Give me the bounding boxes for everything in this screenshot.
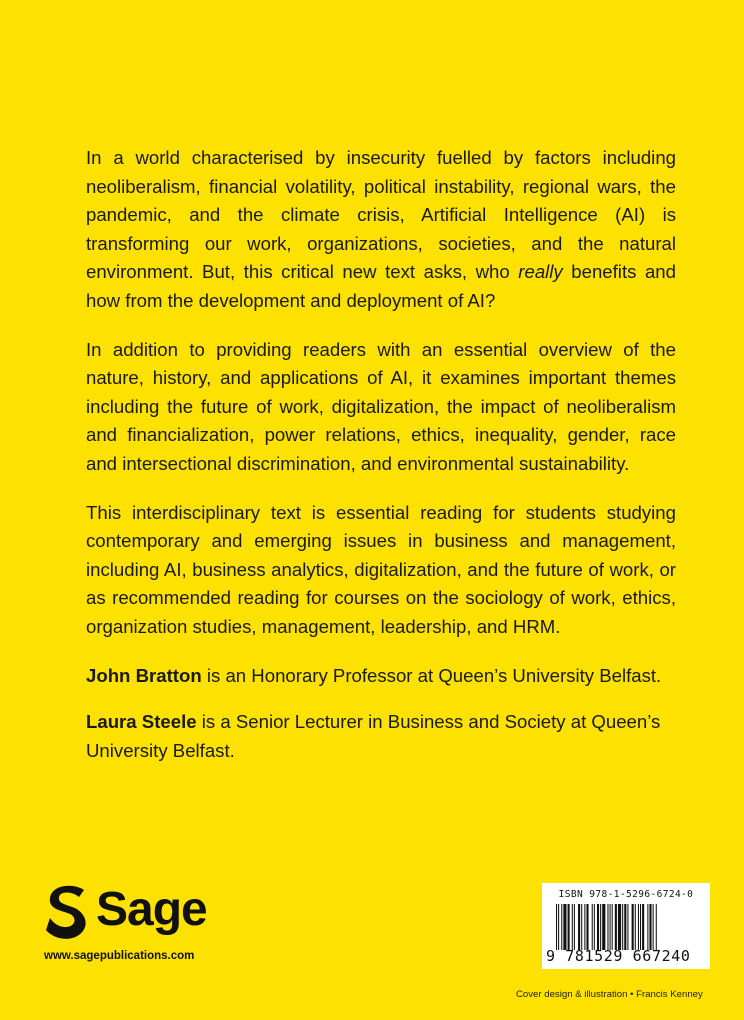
blurb-paragraph-1-part-a: In a world characterised by insecurity fuelled by factors including neoliberalism, financial volatility, political instability, regional wars, the pandemic, and the climate crisis, Artificial Intelligence (AI) is transforming our work, organizations, societies, and the natural environment. But, this critical new text asks, who — [86, 147, 676, 283]
barcode-bars-icon — [556, 904, 700, 950]
blurb-paragraph-2: In addition to providing readers with an essential overview of the nature, history, and applications of AI, it examines important themes including the future of work, digitalization, the impact of neoliberalism and financialization, power relations, ethics, inequality, gender, race and intersectional discrimination, and environmental sustainability. — [86, 338, 676, 474]
blurb-emphasis: really — [518, 261, 563, 283]
barcode-digits: 9 781529 667240 — [546, 947, 691, 965]
blurb-paragraph-3: This interdisciplinary text is essential reading for students studying contemporary and emerging issues in business and management, including AI, business analytics, digitalization, and the future of work, or as recommended reading for courses on the sociology of work, ethics, organization studies, management, leadership, and HRM. — [86, 501, 676, 637]
blurb-text — [86, 144, 676, 783]
blurb-paragraph-1 — [86, 144, 676, 316]
author-bio-2 — [86, 708, 676, 765]
publisher-website: www.sagepublications.com — [44, 950, 195, 962]
author-bio-text-1: is an Honorary Professor at Queen’s University Belfast. — [201, 664, 662, 686]
sage-s-mark-icon — [44, 884, 88, 942]
author-name-2: Laura Steele — [86, 711, 197, 733]
cover-credit: Cover design & illustration • Francis Kenney — [516, 989, 703, 1000]
author-name-1: John Bratton — [86, 664, 202, 686]
author-bio-text-2: is a Senior Lecturer in Business and Society at Queen’s University Belfast. — [86, 711, 661, 761]
blurb-paragraph-1-part-b: benefits and how from the development and deployment of AI? — [86, 261, 676, 311]
isbn-label: ISBN 978-1-5296-6724-0 — [558, 889, 694, 900]
sage-logo — [44, 884, 234, 944]
sage-logo-word: Sage — [96, 883, 207, 936]
isbn-barcode — [542, 883, 710, 969]
author-bio-1 — [86, 662, 676, 691]
